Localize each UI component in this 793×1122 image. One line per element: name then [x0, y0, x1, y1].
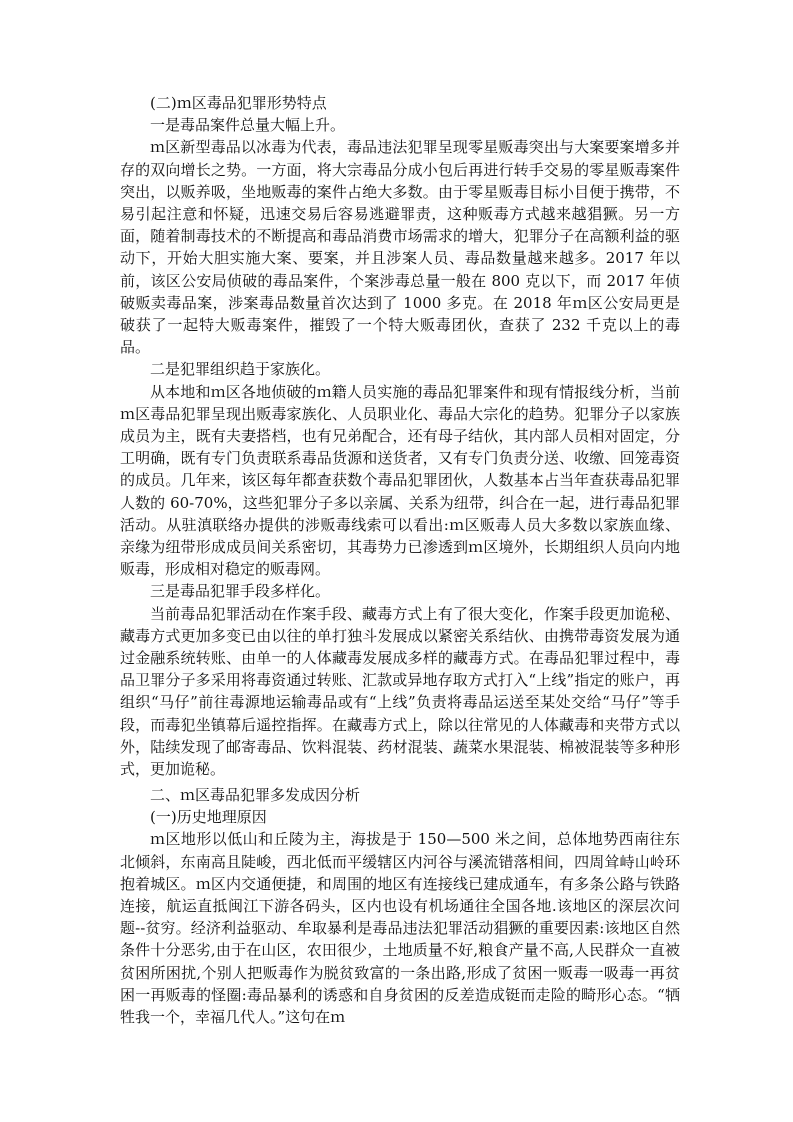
paragraph-1: ｍ区新型毒品以冰毒为代表，毒品违法犯罪呈现零星贩毒突出与大案要案增多并存的双向增长之势。一方面，将大宗毒品分成小包后再进行转手交易的零星贩毒案件突出，以贩养吸，坐地贩毒的案件占绝大多数。由于零星贩毒目标小目便于携带，不易引起注意和怀疑，迅速交易后容易逃避罪责，这种贩毒方式越来越猖獗。另一方面，随着制毒技术的不断提高和毒品消费市场需求的增大，犯罪分子在高额利益的驱动下，开始大胆实施大案、要案，并且涉案人员、毒品数量越来越多。2017 年以前，该区公安局侦破的毒品案件，个案涉毒总量一般在 800 克以下，而 2017 年侦破贩卖毒品案，涉案毒品数量首次达到了 1000 多克。在 2018 年ｍ区公安局更是破获了一起特大贩毒案件，摧毁了一个特大贩毒团伙，查获了 232 千克以上的毒品。: [120, 138, 680, 357]
section-trends: [120, 92, 680, 780]
point-title-3: 三是毒品犯罪手段多样化。: [150, 582, 331, 601]
point-title-2: 二是犯罪组织趋于家族化。: [150, 360, 331, 379]
section-heading: (二)ｍ区毒品犯罪形势特点: [150, 94, 327, 112]
paragraph-3: 当前毒品犯罪活动在作案手段、藏毒方式上有了很大变化，作案手段更加诡秘、藏毒方式更加多变已由以往的单打独斗发展成以紧密关系结伙、由携带毒资发展为通过金融系统转账、由单一的人体藏毒发展成多样的藏毒方式。在毒品犯罪过程中，毒品卫罪分子多采用将毒资通过转账、汇款或异地存取方式打入“上线”指定的账户，再组织“马仔”前往毒源地运输毒品或有“上线”负责将毒品运送至某处交给“马仔”等手段，而毒犯坐镇幕后遥控指挥。在藏毒方式上，除以往常见的人体藏毒和夹带方式以外，陆续发现了邮寄毒品、饮料混装、药材混装、蔬菜水果混装、棉被混装等多种形式，更加诡秘。: [120, 604, 680, 779]
subsection-heading: (一)历史地理原因: [150, 808, 267, 827]
section-causes: [120, 784, 680, 1028]
point-title-1: 一是毒品案件总量大幅上升。: [150, 116, 346, 135]
section-heading: 二、ｍ区毒品犯罪多发成因分析: [150, 786, 361, 804]
paragraph-4: ｍ区地形以低山和丘陵为主，海拔是于 150—500 米之间，总体地势西南往东北倾斜，东南高且陡峻，西北低而平缓辖区内河谷与溪流错落相间，四周耸峙山岭环抱着城区。ｍ区内交通便捷，和周围的地区有连接线已建成通车，有多条公路与铁路连接，航运直抵闽江下游各码头，区内也设有机场通往全国各地.该地区的深层次问题--贫穷。经济利益驱动、牟取暴利是毒品违法犯罪活动猖獗的重要因素:该地区自然条件十分恶劣,由于在山区，农田很少，土地质量不好,粮食产量不高,人民群众一直被贫困所困扰,个别人把贩毒作为脱贫致富的一条出路,形成了贫困一贩毒一吸毒一再贫困一再贩毒的怪圈:毒品暴利的诱惑和自身贫困的反差造成铤而走险的畸形心态。“牺牲我一个，幸福几代人。”这句在ｍ: [120, 830, 680, 1027]
paragraph-2: 从本地和ｍ区各地侦破的ｍ籍人员实施的毒品犯罪案件和现有情报线分析，当前ｍ区毒品犯罪呈现出贩毒家族化、人员职业化、毒品大宗化的趋势。犯罪分子以家族成员为主，既有夫妻搭档，也有兄弟配合，还有母子结伙，其内部人员相对固定，分工明确，既有专门负责联系毒品货源和送货者，又有专门负责分送、收缴、回笼毒资的成员。几年来，该区每年都查获数个毒品犯罪团伙，人数基本占当年查获毒品犯罪人数的 60-70%，这些犯罪分子多以亲属、关系为纽带，纠合在一起，进行毒品犯罪活动。从驻滇联络办提供的涉贩毒线索可以看出:ｍ区贩毒人员大多数以家族血缘、亲缘为纽带形成成员间关系密切，其毒势力已渗透到ｍ区境外，长期组织人员向内地贩毒，形成相对稳定的贩毒网。: [120, 382, 680, 579]
